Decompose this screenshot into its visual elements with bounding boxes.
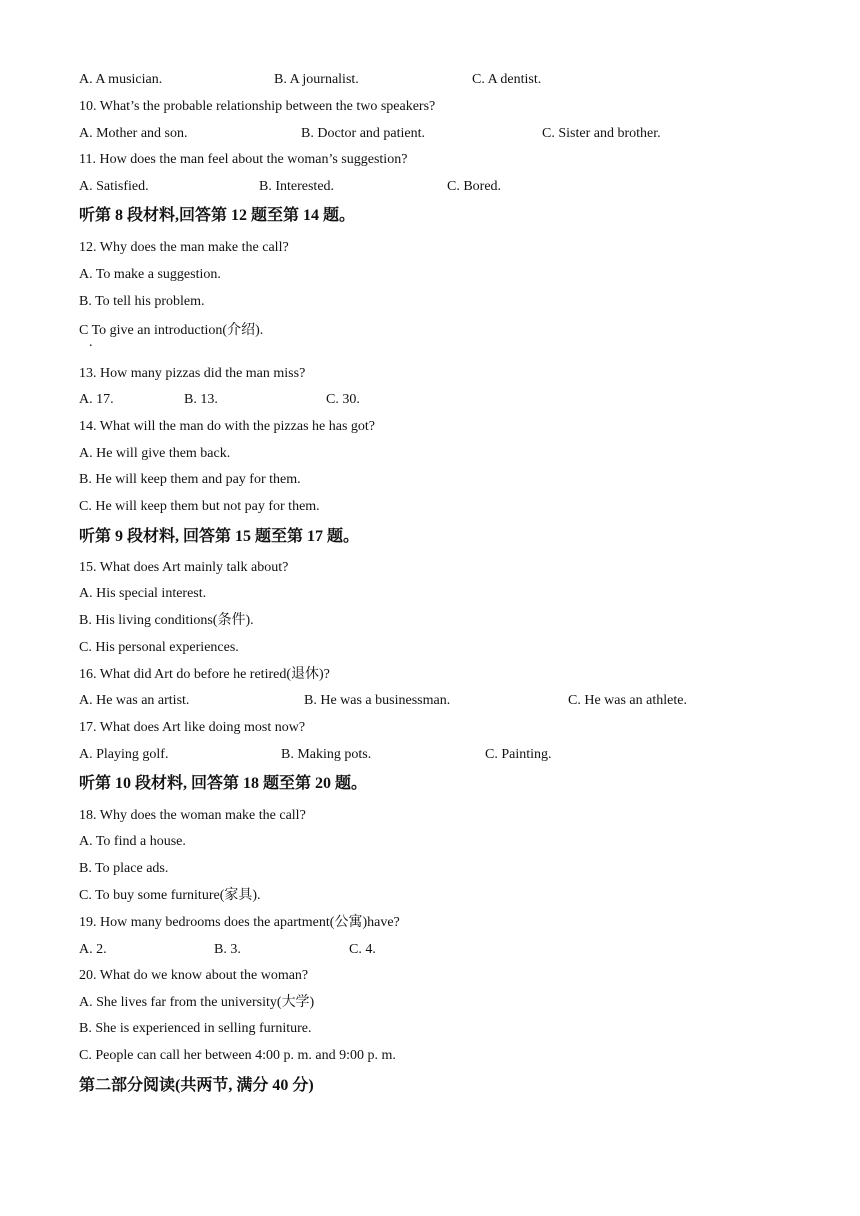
q15-question: 15. What does Art mainly talk about? bbox=[79, 560, 289, 575]
q18-option-c: C. To buy some furniture(家具). bbox=[79, 888, 261, 903]
q18-option-a: A. To find a house. bbox=[79, 834, 186, 849]
q12-option-c: C To give an introduction(介绍). bbox=[79, 323, 264, 338]
part-two-heading: 第二部分阅读(共两节, 满分 40 分) bbox=[79, 1077, 314, 1094]
q11-option-c: C. Bored. bbox=[447, 179, 502, 194]
q9-option-b: B. A journalist. bbox=[274, 72, 359, 87]
q14-option-b: B. He will keep them and pay for them. bbox=[79, 472, 301, 487]
q10-option-a: A. Mother and son. bbox=[79, 126, 188, 141]
q17-option-c: C. Painting. bbox=[485, 747, 552, 762]
q18-question: 18. Why does the woman make the call? bbox=[79, 808, 306, 823]
section-heading-9: 听第 9 段材料, 回答第 15 题至第 17 题。 bbox=[79, 528, 360, 545]
q11-question: 11. How does the man feel about the woman’s suggestion? bbox=[79, 152, 408, 167]
q9-option-a: A. A musician. bbox=[79, 72, 163, 87]
q16-option-c: C. He was an athlete. bbox=[568, 693, 687, 708]
q12-option-a: A. To make a suggestion. bbox=[79, 267, 221, 282]
q18-option-b: B. To place ads. bbox=[79, 861, 169, 876]
q13-option-c: C. 30. bbox=[326, 392, 360, 407]
q14-question: 14. What will the man do with the pizzas he has got? bbox=[79, 419, 376, 434]
q16-option-a: A. He was an artist. bbox=[79, 693, 190, 708]
q15-option-c: C. His personal experiences. bbox=[79, 640, 239, 655]
q13-option-b: B. 13. bbox=[184, 392, 218, 407]
q11-option-b: B. Interested. bbox=[259, 179, 335, 194]
q20-question: 20. What do we know about the woman? bbox=[79, 968, 309, 983]
q17-question: 17. What does Art like doing most now? bbox=[79, 720, 306, 735]
q16-option-b: B. He was a businessman. bbox=[304, 693, 451, 708]
q9-option-c: C. A dentist. bbox=[472, 72, 542, 87]
q17-option-a: A. Playing golf. bbox=[79, 747, 169, 762]
q12-question: 12. Why does the man make the call? bbox=[79, 240, 289, 255]
q20-option-b: B. She is experienced in selling furniture. bbox=[79, 1021, 312, 1036]
q10-question: 10. What’s the probable relationship between the two speakers? bbox=[79, 99, 436, 114]
q12-option-c-dot: . bbox=[89, 335, 93, 350]
q14-option-a: A. He will give them back. bbox=[79, 446, 231, 461]
q19-question: 19. How many bedrooms does the apartment(公寓)have? bbox=[79, 915, 400, 930]
q14-option-c: C. He will keep them but not pay for them. bbox=[79, 499, 320, 514]
section-heading-8: 听第 8 段材料,回答第 12 题至第 14 题。 bbox=[79, 207, 356, 224]
q12-option-b: B. To tell his problem. bbox=[79, 294, 205, 309]
q19-option-b: B. 3. bbox=[214, 942, 241, 957]
q20-option-a: A. She lives far from the university(大学) bbox=[79, 995, 315, 1010]
q13-option-a: A. 17. bbox=[79, 392, 114, 407]
q10-option-b: B. Doctor and patient. bbox=[301, 126, 426, 141]
q19-option-a: A. 2. bbox=[79, 942, 107, 957]
q17-option-b: B. Making pots. bbox=[281, 747, 372, 762]
q10-option-c: C. Sister and brother. bbox=[542, 126, 661, 141]
section-heading-10: 听第 10 段材料, 回答第 18 题至第 20 题。 bbox=[79, 775, 368, 792]
q20-option-c: C. People can call her between 4:00 p. m. and 9:00 p. m. bbox=[79, 1048, 396, 1063]
q19-option-c: C. 4. bbox=[349, 942, 376, 957]
q13-question: 13. How many pizzas did the man miss? bbox=[79, 366, 306, 381]
q15-option-a: A. His special interest. bbox=[79, 586, 207, 601]
q11-option-a: A. Satisfied. bbox=[79, 179, 149, 194]
q16-question: 16. What did Art do before he retired(退休)? bbox=[79, 667, 330, 682]
q15-option-b: B. His living conditions(条件). bbox=[79, 613, 254, 628]
